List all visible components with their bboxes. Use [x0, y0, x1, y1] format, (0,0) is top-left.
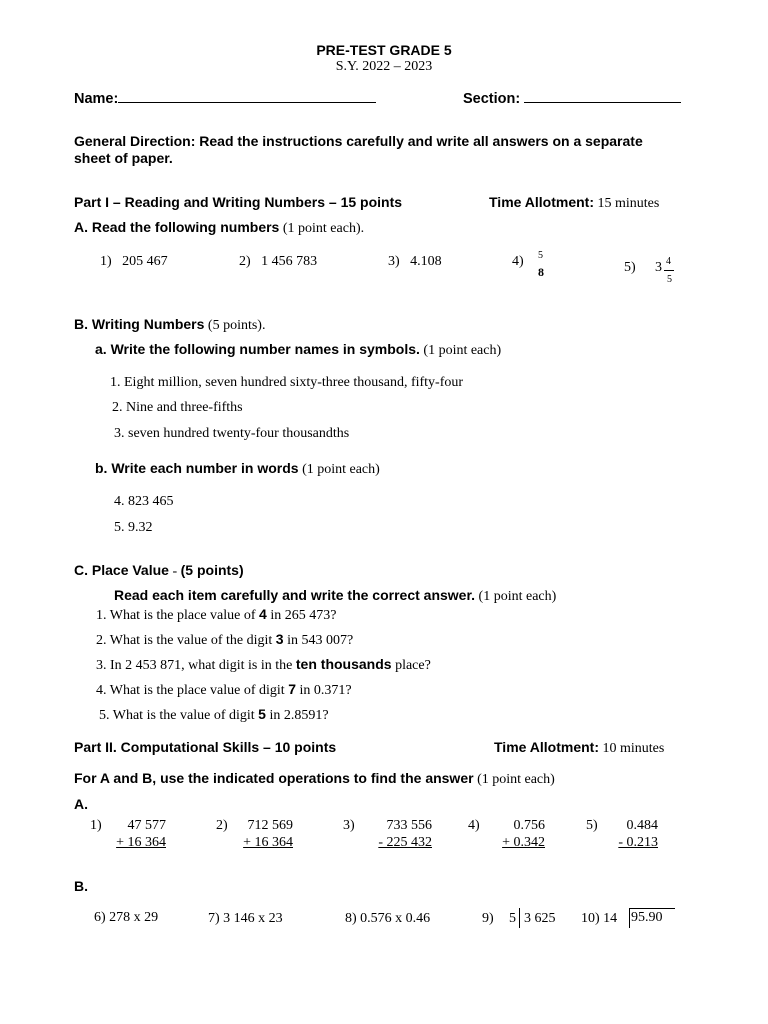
part1-b-heading-line [74, 316, 265, 334]
compute-item-1-number: 1) [90, 818, 102, 833]
fraction-5-denominator: 5 [667, 274, 672, 285]
place-value-question-5: 5. What is the value of digit 5 in 2.8591? [99, 706, 329, 723]
symbols-item-3: 3. seven hundred twenty-four thousandths [114, 426, 350, 441]
part1-a-heading-line [74, 219, 364, 237]
compute-item-4-number: 4) [468, 818, 480, 833]
symbols-item-1: 1. Eight million, seven hundred sixty-three thousand, fifty-four [110, 375, 464, 390]
compute-item-9-divisor: 5 [509, 911, 516, 926]
name-label: Name: [74, 91, 119, 107]
part1-heading: Part I – Reading and Writing Numbers – 15 points [74, 194, 403, 210]
part1-time-allotment [489, 194, 659, 212]
document-title: PRE-TEST GRADE 5 [316, 42, 452, 58]
part2-instruction-line [74, 770, 555, 788]
part2-b-label: B. [74, 878, 88, 894]
words-item-4: 4. 823 465 [114, 494, 174, 509]
fraction-4-numerator: 5 [538, 250, 543, 261]
part1-c-points: (5 points) [180, 562, 244, 578]
compute-item-2-top: 712 569 [247, 818, 293, 833]
part1-c-heading-line: C. Place Value - (5 points) [74, 562, 244, 579]
place-value-note: (1 point each) [478, 589, 557, 604]
compute-item-10-dividend: 95.90 [631, 910, 663, 925]
part2-instruction-note: (1 point each) [477, 772, 555, 787]
part2-time-allotment [494, 739, 664, 757]
compute-item-1-bottom: + 16 364 [116, 835, 166, 850]
part1-time-label: Time Allotment: [489, 194, 595, 210]
compute-item-10-number: 10) 14 [581, 911, 618, 926]
compute-item-9-number: 9) [482, 911, 494, 926]
compute-item-3-bottom: - 225 432 [378, 835, 432, 850]
place-value-question-4: 4. What is the place value of digit 7 in 0.371? [96, 681, 352, 698]
school-year: S.Y. 2022 – 2023 [335, 59, 433, 74]
part1-a-note: (1 point each). [282, 221, 365, 236]
symbols-instruction: a. Write the following number names in symbols. [95, 341, 420, 357]
part2-time-label: Time Allotment: [494, 739, 600, 755]
part2-heading: Part II. Computational Skills – 10 points [74, 739, 337, 755]
read-item-5: 5) [624, 260, 636, 275]
part1-a-heading: A. Read the following numbers [74, 219, 280, 235]
section-field [463, 91, 681, 107]
compute-item-4-bottom: + 0.342 [502, 835, 545, 850]
part2-instruction: For A and B, use the indicated operations to find the answer [74, 770, 474, 786]
part1-c-heading: C. Place Value [74, 562, 169, 578]
name-blank-line [118, 102, 376, 103]
compute-item-8: 8) 0.576 x 0.46 [345, 911, 431, 926]
part2-a-label: A. [74, 796, 88, 812]
compute-item-6: 6) 278 x 29 [94, 910, 159, 925]
long-division-bracket-10 [629, 908, 630, 928]
part2-time-value: 10 minutes [602, 741, 665, 756]
compute-item-2-number: 2) [216, 818, 228, 833]
symbols-note: (1 point each) [423, 343, 502, 358]
compute-item-3-top: 733 556 [386, 818, 432, 833]
part1-c-instruction-line [114, 587, 556, 605]
part1-time-value: 15 minutes [597, 196, 660, 211]
read-item-1: 1) 205 467 [100, 254, 168, 269]
compute-item-2-bottom: + 16 364 [243, 835, 293, 850]
read-item-3: 3) 4.108 [388, 254, 442, 269]
compute-item-3-number: 3) [343, 818, 355, 833]
place-value-instruction: Read each item carefully and write the correct answer. [114, 587, 476, 603]
fraction-5-bar [664, 270, 674, 271]
section-label: Section: [463, 91, 521, 107]
general-direction: General Direction: Read the instructions carefully and write all answers on a separate sheet of paper. [74, 133, 643, 166]
read-item-4: 4) [512, 254, 524, 269]
place-value-question-1: 1. What is the place value of 4 in 265 473? [96, 606, 337, 623]
name-field [74, 91, 376, 107]
place-value-question-2: 2. What is the value of the digit 3 in 543 007? [96, 631, 354, 648]
part1-b-a-heading-line [95, 341, 501, 359]
fraction-4-denominator: 8 [538, 265, 544, 279]
compute-item-4-top: 0.756 [513, 818, 545, 833]
symbols-item-2: 2. Nine and three-fifths [112, 400, 243, 415]
part1-b-heading: B. Writing Numbers [74, 316, 205, 332]
words-item-5: 5. 9.32 [114, 520, 153, 535]
place-value-question-3: 3. In 2 453 871, what digit is in the ten thousands place? [96, 656, 431, 673]
compute-item-5-bottom: - 0.213 [618, 835, 658, 850]
compute-item-5-top: 0.484 [626, 818, 658, 833]
long-division-bar-10 [629, 908, 675, 909]
compute-item-9-dividend: 3 625 [524, 911, 556, 926]
words-note: (1 point each) [302, 462, 380, 477]
section-blank-line [524, 102, 681, 103]
read-item-2: 2) 1 456 783 [239, 254, 318, 269]
fraction-5-numerator: 4 [666, 256, 671, 267]
compute-item-7: 7) 3 146 x 23 [208, 911, 283, 926]
compute-item-5-number: 5) [586, 818, 598, 833]
mixed-number-5-whole: 3 [655, 260, 662, 275]
part1-b-note: (5 points). [207, 318, 266, 333]
long-division-bracket-9 [519, 908, 520, 928]
compute-item-1-top: 47 577 [127, 818, 166, 833]
words-instruction: b. Write each number in words [95, 460, 299, 476]
part1-b-b-heading-line [95, 460, 380, 478]
